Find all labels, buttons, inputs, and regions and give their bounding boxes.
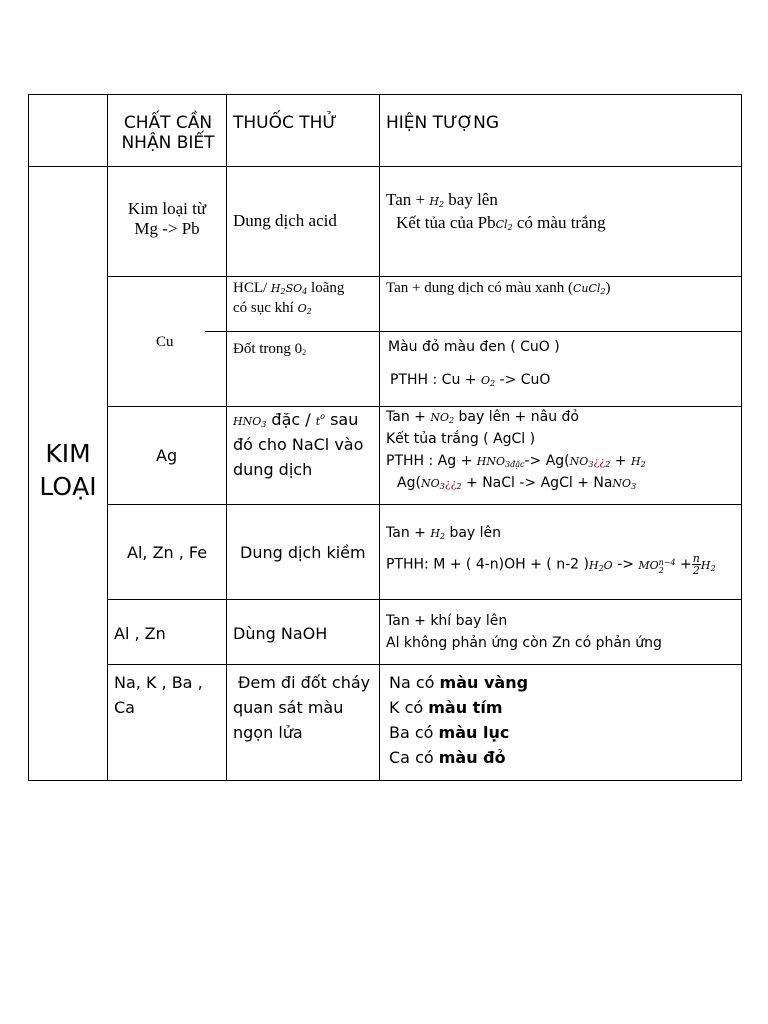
group-label [33,437,103,503]
row1-substance [112,199,222,240]
script-stack [659,559,676,575]
symbol: HNO [476,455,506,468]
subscript: 2 [448,416,455,425]
text: Tan + dung dịch có màu xanh ( [386,280,573,296]
group-label-line1: KIM [45,439,91,468]
text: bay lên + nâu đỏ [454,409,579,425]
subscript: 2 [598,563,604,573]
border-row5-bottom [107,664,742,665]
border-row4-bottom [107,599,742,600]
row2a-reagent-line2 [233,299,312,317]
header-substance-line2: NHẬN BIẾT [121,133,215,154]
flame-ca [389,748,506,767]
row2a-reagent-line1 [233,279,344,297]
row6-substance-line2: Ca [114,698,135,717]
error-glyph: ¿¿ [593,455,606,468]
border-col2 [226,94,227,781]
row6-substance [114,670,203,720]
flame-ba [389,723,509,742]
flame-color: màu lục [438,723,510,742]
subscript: 2 [600,287,606,296]
symbol: H [270,282,281,295]
row1-phenomenon-line1 [386,190,498,210]
text: Tan + [386,525,431,541]
symbol: O [293,282,303,295]
superscript: o [320,412,325,421]
text: PTHH: M + ( 4-n)OH + ( n-2 ) [386,556,589,573]
row5-substance: Al , Zn [114,624,166,643]
border-col3 [379,94,380,781]
row1-substance-line1: Kim loại từ [127,199,207,218]
formula-hno3 [477,455,525,468]
formula-h2so4 [271,282,307,295]
subscript: 2 [489,379,496,388]
group-label-line2: LOẠI [39,472,97,501]
subscript: 2 [658,565,664,575]
subscript: 3đặc [505,460,525,469]
text: + [675,556,692,573]
symbol: NO [420,477,440,490]
row6-reagent [233,670,370,745]
text: đặc / [266,410,316,429]
symbol: O [297,302,307,315]
formula-no3 [421,477,462,490]
symbol: MO [638,558,659,572]
row3-phenomenon-line4 [397,475,636,492]
row2a-phenomenon [386,279,610,297]
symbol: O [603,558,613,572]
formula-mo2 [638,557,676,575]
flame-k [389,698,502,717]
text: bay lên [444,190,498,209]
flame-na [389,673,528,692]
border-header-bottom [28,166,742,167]
formula-h2 [430,527,445,540]
row6-reagent-line2: quan sát màu [233,698,344,717]
text: -> [612,556,639,573]
row3-phenomenon-line1 [386,409,579,426]
row2b-phenomenon-line2 [390,372,550,389]
text: HCL/ [233,280,271,296]
flame-color: màu đỏ [438,748,506,767]
error-glyph: ¿¿ [444,477,457,490]
text: PTHH : Cu + [390,372,481,388]
subscript: 3 [588,460,594,469]
border-col1 [107,94,108,781]
row2-substance: Cu [156,334,174,350]
border-top [28,94,742,95]
row1-substance-line2: Mg -> Pb [134,219,200,239]
denominator: 2 [692,564,700,577]
text: ) [605,280,611,296]
row6-phenomenon [389,670,528,770]
numerator: n [692,552,700,565]
row5-phenomenon-line2: Al không phản ứng còn Zn có phản ứng [386,635,662,651]
row1-phenomenon-line2 [396,213,606,233]
flame-color: màu tím [428,698,503,717]
text: -> Ag( [524,453,570,469]
row3-reagent-line1 [233,410,358,430]
subscript: 3 [631,482,637,491]
subscript: 4 [302,287,308,296]
border-bottom [28,780,742,781]
flame-color: màu vàng [439,673,529,692]
text: Tan + [386,190,430,209]
header-reagent: THUỐC THỬ [233,113,338,133]
symbol: 0 [294,341,303,357]
formula-h2 [701,559,716,572]
superscript: n−4 [658,557,676,567]
row6-reagent-line3: ngọn lửa [233,723,303,742]
row4-reagent: Dung dịch kiềm [240,543,366,562]
border-row2-bottom [107,406,742,407]
text: có sục khí [233,300,298,316]
formula-h2o [589,559,613,572]
symbol: S [285,282,294,295]
symbol: NO [612,477,632,490]
text: Tan + [386,409,431,425]
text: Đốt trong [233,341,295,357]
subscript: 2 [306,307,312,316]
formula-cucl2 [573,282,606,295]
text: Kết tủa của Pb [396,213,496,232]
subscript: 3 [261,420,267,429]
text: có màu trắng [512,213,606,232]
row4-phenomenon-line2 [386,553,716,576]
border-row2a-bottom [205,331,742,332]
symbol: t [315,415,321,428]
text: sau [325,410,359,429]
symbol: H [588,558,599,572]
subscript: 2 [302,348,307,357]
row3-phenomenon-line2: Kết tủa trắng ( AgCl ) [386,431,536,447]
row6-substance-line1: Na, K , Ba , [114,673,203,692]
symbol: NO [569,455,589,468]
row3-reagent-line3: dung dịch [233,460,313,479]
formula-no2 [430,411,454,424]
formula-o2 [481,374,495,387]
row5-reagent: Dùng NaOH [233,624,328,643]
row1-reagent: Dung dịch acid [233,211,337,230]
fraction [692,553,701,576]
header-substance [118,113,218,154]
text: Ag( [397,475,421,491]
formula-hno3 [233,415,266,428]
formula-cl [496,218,513,231]
symbol: H [700,558,711,572]
text: bay lên [445,525,502,541]
border-left [28,94,29,781]
border-row3-bottom [107,504,742,505]
subscript: 3 [439,482,445,491]
text: loãng [307,280,345,296]
symbol: NO [430,411,449,424]
row6-reagent-line1: Đem đi đốt cháy [238,673,371,692]
text: Na có [389,673,440,692]
formula-o2 [298,302,312,315]
text: PTHH : Ag + [386,453,477,469]
row2b-reagent [233,340,306,358]
text: Ca có [389,748,439,767]
text: K có [389,698,429,717]
subscript: 2 [439,532,446,541]
border-row1-bottom [107,276,742,277]
subscript: 2 [605,460,611,469]
text: + NaCl -> AgCl + Na [461,475,613,491]
formula-no3 [570,455,611,468]
text: -> CuO [495,372,551,388]
text: + [610,453,631,469]
subscript: 2 [640,460,646,469]
text: Ba có [389,723,439,742]
subscript: 2 [507,223,513,232]
symbol: HNO [233,415,262,428]
symbol: H [430,527,440,540]
symbol: H [630,455,641,468]
symbol: O [480,374,490,387]
border-right [741,94,742,781]
row3-substance: Ag [156,446,178,465]
subscript: 2 [710,563,716,573]
subscript: 2 [280,287,286,296]
row4-substance: Al, Zn , Fe [127,543,208,562]
row2b-phenomenon-line1: Màu đỏ màu đen ( CuO ) [388,339,560,355]
symbol: CuCl [572,282,601,295]
formula-h2 [631,455,646,468]
formula-h [429,195,444,208]
row4-phenomenon-line1 [386,525,501,542]
header-substance-line1: CHẤT CẦN [123,113,213,133]
symbol: Cl [495,218,508,231]
row3-reagent-line2: đó cho NaCl vào [233,435,364,454]
temperature-symbol [315,412,325,428]
header-phenomenon: HIỆN TƯỢNG [386,113,500,133]
row3-phenomenon-line3 [386,453,646,470]
symbol: H [429,195,439,208]
subscript: 2 [438,200,445,209]
formula-no3 [612,477,636,490]
row5-phenomenon-line1: Tan + khí bay lên [386,613,508,629]
subscript: 2 [456,482,462,491]
